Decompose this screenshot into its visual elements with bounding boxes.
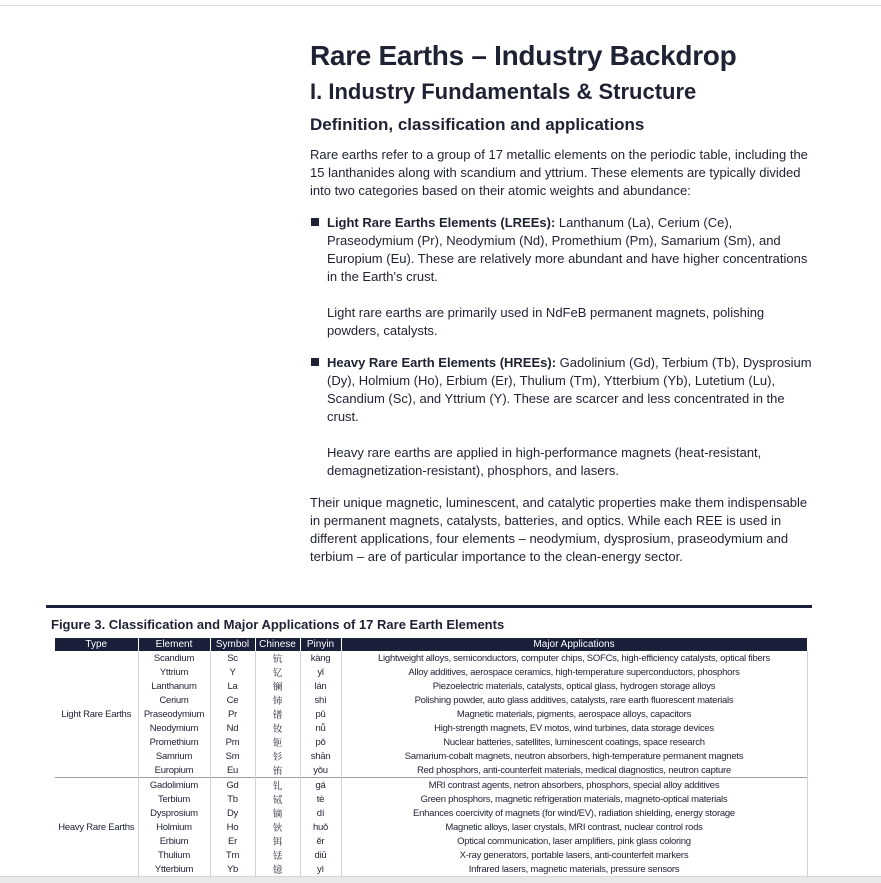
cell-pinyin: diū <box>300 848 341 862</box>
cell-chinese: 钇 <box>255 665 300 679</box>
cell-element: Ytterbium <box>138 862 210 876</box>
cell-chinese: 铥 <box>255 848 300 862</box>
cell-chinese: 钬 <box>255 820 300 834</box>
cell-element: Europium <box>138 763 210 778</box>
list-item-hrees <box>310 354 815 480</box>
figure-title: Figure 3. Classification and Major Applications of 17 Rare Earth Elements <box>51 617 505 632</box>
cell-chinese: 铕 <box>255 763 300 778</box>
table-row <box>55 834 807 848</box>
cell-pinyin: pǔ <box>300 707 341 721</box>
cell-element: Cerium <box>138 693 210 707</box>
cell-chinese: 钪 <box>255 651 300 665</box>
cell-symbol: Tb <box>210 792 255 806</box>
cell-element: Gadolimium <box>138 778 210 793</box>
cell-applications: X-ray generators, portable lasers, anti-counterfeit markers <box>341 848 807 862</box>
section-heading: I. Industry Fundamentals & Structure <box>310 79 697 104</box>
table-row <box>55 665 807 679</box>
cell-pinyin: shān <box>300 749 341 763</box>
cell-chinese: 镨 <box>255 707 300 721</box>
cell-chinese: 铽 <box>255 792 300 806</box>
cell-pinyin: dí <box>300 806 341 820</box>
cell-symbol: Gd <box>210 778 255 793</box>
article-body <box>310 38 815 566</box>
table-row <box>55 693 807 707</box>
cell-applications: Magnetic materials, pigments, aerospace alloys, capacitors <box>341 707 807 721</box>
table-row <box>55 806 807 820</box>
cell-chinese: 钆 <box>255 778 300 793</box>
table-row <box>55 763 807 778</box>
cell-pinyin: nǚ <box>300 721 341 735</box>
square-bullet-icon <box>311 218 319 226</box>
cell-chinese: 钕 <box>255 721 300 735</box>
cell-symbol: Nd <box>210 721 255 735</box>
cell-symbol: Sc <box>210 651 255 665</box>
ree-category-list <box>310 214 815 480</box>
table-row <box>55 862 807 876</box>
intro-paragraph: Rare earths refer to a group of 17 metallic elements on the periodic table, including the 15 lanthanides along with scandium and yttrium. These elements are typically divided into two categories based on their atomic weights and abundance: <box>310 147 808 198</box>
cell-symbol: Pm <box>210 735 255 749</box>
cell-applications: Infrared lasers, magnetic materials, pressure sensors <box>341 862 807 876</box>
cell-pinyin: yǒu <box>300 763 341 778</box>
cell-applications: Lightweight alloys, semiconductors, computer chips, SOFCs, high-efficiency catalysts, optical fibers <box>341 651 807 665</box>
cell-symbol: Ce <box>210 693 255 707</box>
cell-chinese: 钐 <box>255 749 300 763</box>
table-header-row <box>55 638 807 651</box>
cell-element: Scandium <box>138 651 210 665</box>
header-pinyin: Pinyin <box>300 638 341 651</box>
cell-pinyin: yì <box>300 862 341 876</box>
cell-symbol: Er <box>210 834 255 848</box>
cell-symbol: Eu <box>210 763 255 778</box>
header-element: Element <box>138 638 210 651</box>
table-row <box>55 749 807 763</box>
cell-chinese: 铈 <box>255 693 300 707</box>
list-item-lrees <box>310 214 815 340</box>
cell-type: Heavy Rare Earths <box>55 778 138 877</box>
cell-pinyin: huǒ <box>300 820 341 834</box>
cell-element: Promethium <box>138 735 210 749</box>
table-row <box>55 792 807 806</box>
lrees-usage: Light rare earths are primarily used in NdFeB permanent magnets, polishing powders, catalysts. <box>327 305 765 338</box>
cell-applications: Enhances coercivity of magnets (for wind/EV), radiation shielding, energy storage <box>341 806 807 820</box>
cell-element: Terbium <box>138 792 210 806</box>
outro-paragraph: Their unique magnetic, luminescent, and catalytic properties make them indispensable in permanent magnets, catalysts, batteries, and optics. While each REE is used in different applications, four elements – neodymium, dysprosium, praseodymium and terbium – are of particular importance to the clean-energy sector. <box>310 495 808 564</box>
cell-pinyin: ěr <box>300 834 341 848</box>
subsection-heading: Definition, classification and applications <box>310 115 645 134</box>
cell-symbol: Dy <box>210 806 255 820</box>
cell-applications: Samarium-cobalt magnets, neutron absorbers, high-temperature permanent magnets <box>341 749 807 763</box>
lrees-description <box>327 214 815 286</box>
ree-table <box>55 638 808 876</box>
cell-chinese: 镧 <box>255 679 300 693</box>
cell-symbol: Sm <box>210 749 255 763</box>
cell-element: Samrium <box>138 749 210 763</box>
cell-symbol: Y <box>210 665 255 679</box>
lrees-text: Lanthanum (La), Cerium (Ce), Praseodymium (Pr), Neodymium (Nd), Promethium (Pm), Samarium (Sm), and Europium (Eu). These are relatively more abundant and have higher concentrations in the Earth's crust. <box>327 215 808 284</box>
table-row <box>55 679 807 693</box>
cell-symbol: Ho <box>210 820 255 834</box>
table-row <box>55 651 807 665</box>
table-row <box>55 778 807 793</box>
cell-symbol: Tm <box>210 848 255 862</box>
cell-element: Erbium <box>138 834 210 848</box>
cell-element: Holmium <box>138 820 210 834</box>
page-title: Rare Earths – Industry Backdrop <box>310 40 737 71</box>
cell-symbol: Yb <box>210 862 255 876</box>
header-symbol: Symbol <box>210 638 255 651</box>
page-top-border <box>0 5 881 6</box>
cell-element: Dysprosium <box>138 806 210 820</box>
cell-element: Yttrium <box>138 665 210 679</box>
cell-applications: Nuclear batteries, satellites, luminescent coatings, space research <box>341 735 807 749</box>
cell-chinese: 钷 <box>255 735 300 749</box>
cell-applications: Magnetic alloys, laser crystals, MRI contrast, nuclear control rods <box>341 820 807 834</box>
cell-applications: Green phosphors, magnetic refrigeration materials, magneto-optical materials <box>341 792 807 806</box>
cell-type: Light Rare Earths <box>55 651 138 778</box>
cell-applications: Optical communication, laser amplifiers, pink glass coloring <box>341 834 807 848</box>
cell-pinyin: tè <box>300 792 341 806</box>
cell-element: Lanthanum <box>138 679 210 693</box>
cell-chinese: 镱 <box>255 862 300 876</box>
cell-applications: Red phosphors, anti-counterfeit materials, medical diagnostics, neutron capture <box>341 763 807 778</box>
hrees-description <box>327 354 815 426</box>
section-divider <box>46 605 812 608</box>
cell-symbol: La <box>210 679 255 693</box>
table-body <box>55 651 807 876</box>
header-type: Type <box>55 638 138 651</box>
hrees-label: Heavy Rare Earth Elements (HREEs): <box>327 355 557 370</box>
table-row <box>55 820 807 834</box>
header-applications: Major Applications <box>341 638 807 651</box>
square-bullet-icon <box>311 358 319 366</box>
table-row <box>55 735 807 749</box>
cell-pinyin: lán <box>300 679 341 693</box>
cell-pinyin: gá <box>300 778 341 793</box>
cell-pinyin: shì <box>300 693 341 707</box>
hrees-text: Gadolinium (Gd), Terbium (Tb), Dysprosium (Dy), Holmium (Ho), Erbium (Er), Thulium (Tm), Ytterbium (Yb), Lutetium (Lu), Scandium (Sc), and Yttrium (Y). These are scarcer and less concentrated in the crust. <box>327 355 812 424</box>
cell-applications: Polishing powder, auto glass additives, catalysts, rare earth fluorescent materials <box>341 693 807 707</box>
cell-symbol: Pr <box>210 707 255 721</box>
cell-applications: MRI contrast agents, netron absorbers, phosphors, special alloy additives <box>341 778 807 793</box>
table-row <box>55 848 807 862</box>
cell-pinyin: kàng <box>300 651 341 665</box>
cell-pinyin: pǒ <box>300 735 341 749</box>
cell-applications: Piezoelectric materials, catalysts, optical glass, hydrogen storage alloys <box>341 679 807 693</box>
cell-applications: Alloy additives, aerospace ceramics, high-temperature superconductors, phosphors <box>341 665 807 679</box>
cell-chinese: 镝 <box>255 806 300 820</box>
cell-chinese: 铒 <box>255 834 300 848</box>
table-row <box>55 721 807 735</box>
cell-element: Praseodymium <box>138 707 210 721</box>
table-row <box>55 707 807 721</box>
lrees-label: Light Rare Earths Elements (LREEs): <box>327 215 556 230</box>
cell-element: Neodymium <box>138 721 210 735</box>
cell-element: Thulium <box>138 848 210 862</box>
cell-applications: High-strength magnets, EV motos, wind turbines, data storage devices <box>341 721 807 735</box>
cell-pinyin: yǐ <box>300 665 341 679</box>
header-chinese: Chinese <box>255 638 300 651</box>
hrees-usage: Heavy rare earths are applied in high-performance magnets (heat-resistant, demagnetization-resistant), phosphors, and lasers. <box>327 445 762 478</box>
